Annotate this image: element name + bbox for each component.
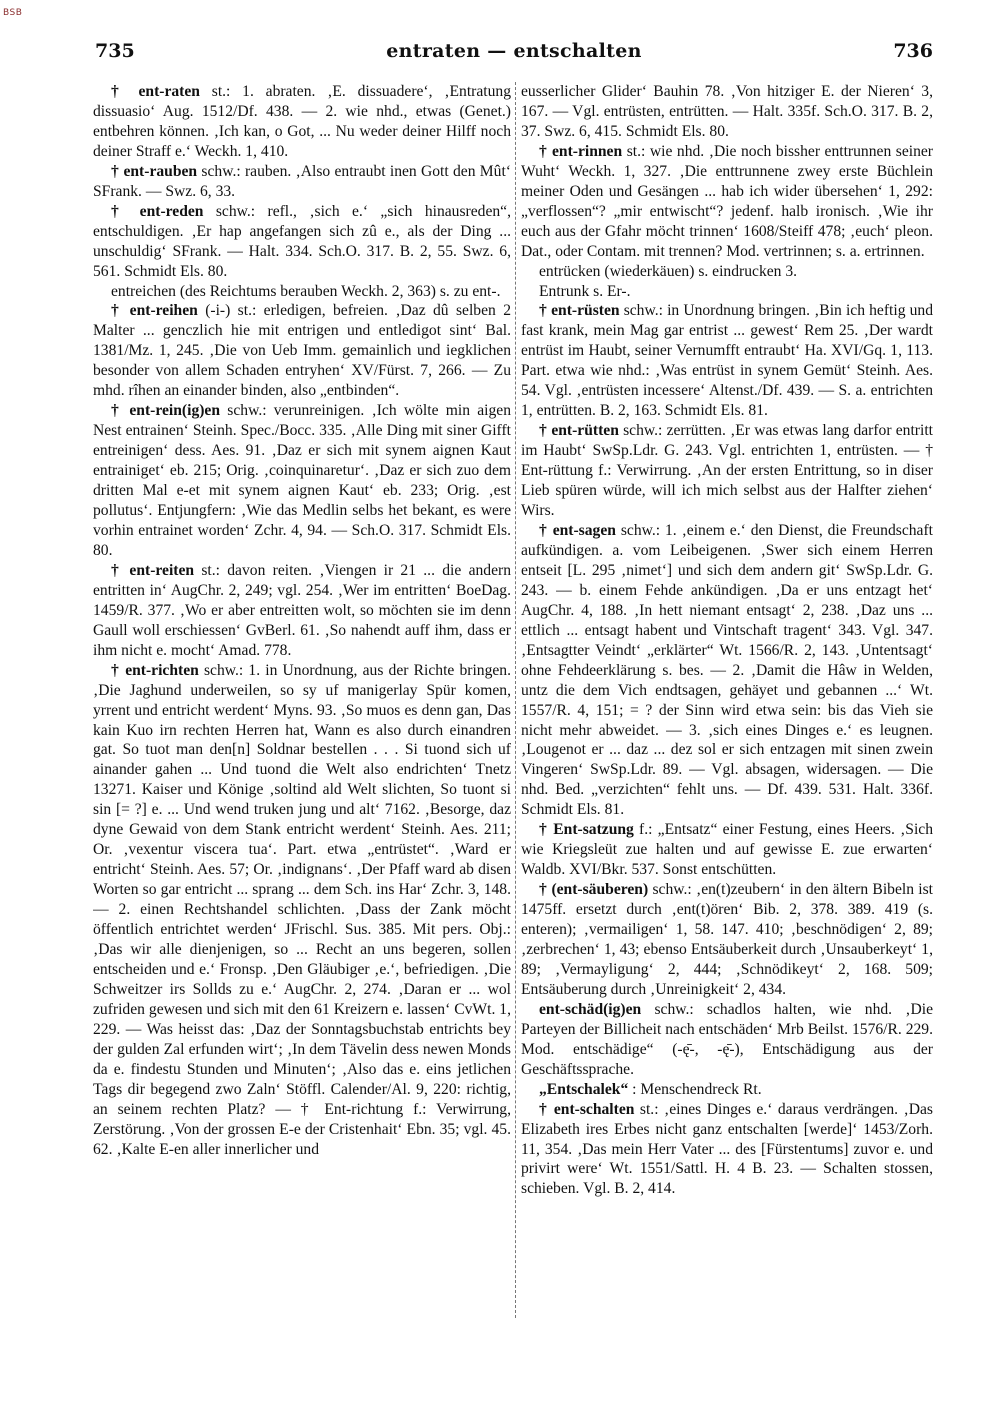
entry-text: entreichen (des Reichtums berauben Weckh. 2, 363) s. zu ent-. <box>111 282 501 300</box>
entry-text: Entrunk s. Er-. <box>539 282 631 300</box>
entry-headword: † ent-schalten <box>539 1100 635 1118</box>
entry-headword: † ent-rauben <box>111 162 198 180</box>
entry-text: st.: wie nhd. ‚Die noch bissher enttrunnen seiner Wuht‘ Weckh. 1, 327. ‚Die enttrunnene zwey erste Büchlein meiner Oden und Gesängen ... hab ich wider übersehen‘ 1, 292: „verflossen“? „mir entwischt“? jedenf. halb ironisch. ‚Wie ihr euch aus der Gfahr möcht trinnen‘ 1608/Steiff 478; ‚euch‘ pleon. Dat., oder Contam. mit trennen? Mod. vertrinnen; s. a. ertrinnen. <box>521 142 933 260</box>
column-divider <box>515 82 516 1318</box>
entry-text: schw.: ‚en(t)zeubern‘ in den ältern Bibeln ist 1475ff. ersetzt durch ‚ent(t)ören‘ Bib. 2, 378. 389. 419 (s. enteren); ‚vermailigen‘ 1, 58. 147. 410; ‚beschnödigen‘ 2, 89; ‚zerbrechen‘ 1, 43; ebenso Entsäuberkeit durch ‚Unsauberkeyt‘ 1, 89; ‚Vermayligung‘ 2, 444; ‚Schnödikeyt‘ 2, 168. 509; Entsäuberung durch ‚Unreinigkeit‘ 2, 434. <box>521 881 933 998</box>
page-header <box>95 40 933 64</box>
entry-headword: † ent-rüsten <box>539 302 620 320</box>
page-number-left: 735 <box>95 40 135 62</box>
dictionary-entry <box>521 521 933 820</box>
dictionary-entry <box>521 1100 933 1200</box>
entry-headword: † ent-rinnen <box>539 142 623 160</box>
left-column <box>93 82 511 1382</box>
entry-headword: „Entschalek“ <box>539 1080 629 1098</box>
right-column <box>521 82 933 1382</box>
entry-text: schw.: in Unordnung bringen. ‚Bin ich heftig und fast krank, mein Mag gar entrist ... gewest‘ Rem 25. ‚Der wardt entrüst im Haubt, seiner Vernumfft entraubt‘ Ha. XVI/Gq. 1, 113. Part. etwa wie nhd.: ‚Was entrüst in synem Gemüt‘ Steinh. Aes. 54. Vgl. ‚entrüsten incessere‘ Altenst./Df. 439. — S. a. entrichten 1, entrütten. B. 2, 163. Schmidt Els. 81. <box>521 302 933 420</box>
entry-headword: † (ent-säuberen) <box>539 881 649 899</box>
entry-text: schw.: 1. in Unordnung, aus der Richte bringen. ‚Die Jaghund underweilen, so sy uf manigerlay Spür komen, yrrent und entricht werdent‘ Myns. 93. ‚So muos es denn gan, Das kain Kuo irn rechten Herren hat, Wann es also durch einandren gat. So tuot man den[n] Soldnar bestellen . . . Si tuond sich uf ainander gahen ... Und tuond die Welt also endrichten‘ Tnetz 13271. Kaiser und Könige ‚soltind ald Welt slichten, So tuont si sin [= ?] e. ... Und wend truken jung und alt‘ 7162. ‚Besorge, daz dyne Gewaid von dem Stank entricht werdent‘ Steinh. Aes. 211; Or. ‚vexentur viscera tua‘. Part. etwa „entrüstet“. ‚Ward er entricht‘ Steinh. Aes. 57; Or. ‚indignans‘. ‚Der Pfaff ward ab disen Worten so gar entricht ... sprang ... dem Sch. ins Har‘ Zchr. 3, 148. — 2. einen Rechtshandel schlichten. ‚Dass der Zank möcht öffentlich entrichtet werden‘ JFrischl. Sus. 385. Mit pers. Obj.: ‚Das wir alle dienjenigen, so ... Recht an uns begeren, sollen entscheiden und e.‘ Fronsp. ‚Den Gläubiger ‚e.‘, befriedigen. ‚Die Schweitzer irs Sollds zu e.‘ AugChr. 2, 274. ‚Daran er ... wol zufriden gewesen und sich mit den 61 Kreizern e. lassen‘ CvWt. 1, 229. — Was heisst das: ‚Daz der Sonntagsbuchstab entrichts bey der gulden Zal erfunden wirt‘; ‚In dem Tävelin dess newen Monds da e. findestu Stunden und Minuten‘; ‚Also das e. eins jetlichen Tags dir begegend zwo Zaln‘ Stöffl. Calender/Al. 9, 220: richtig, an seinem rechten Platz? — † Ent-richtung f.: Verwirrung, Zerstörung. ‚Von der grossen E-e der Cristenhait‘ Ebn. 35; vgl. 45. 62. ‚Kalte E-en aller innerlicher und <box>93 661 511 1158</box>
entry-text: schw.: refl., ‚sich e.‘ „sich hinausreden“, entschuldigen. ‚Er hap angefangen sich zû e., als der Ding ... unschuldig‘ SFrank. — Halt. 334. Sch.O. 317. B. 2, 55. Swz. 6, 561. Schmidt Els. 80. <box>93 202 511 280</box>
library-stamp: BSB <box>3 8 23 18</box>
entry-headword: ent-schäd(ig)en <box>539 1000 642 1018</box>
entry-text: eusserlicher Glider‘ Bauhin 78. ‚Von hitziger E. der Nieren‘ 3, 167. — Vgl. entrüsten, entrütten. — Halt. 335f. Sch.O. 317. B. 2, 37. Swz. 6, 415. Schmidt Els. 80. <box>521 83 933 140</box>
entry-headword: † ent-richten <box>111 661 199 679</box>
dictionary-entry <box>521 82 933 142</box>
entry-headword: † ent-rein(ig)en <box>111 402 221 420</box>
entry-text: schw.: rauben. ‚Also entraubt inen Gott den Mût‘ SFrank. — Swz. 6, 33. <box>93 162 511 200</box>
entry-text: schw.: schadlos halten, wie nhd. ‚Die Parteyen der Billicheit nach entschäden‘ Mrb Beilst. 1576/R. 229. Mod. entschädige“ (-ę̄-, -ę̄-), Entschädigung aus der Geschäftssprache. <box>521 1000 933 1078</box>
entry-headword: † ent-reden <box>111 202 204 220</box>
running-title: entraten — entschalten <box>386 40 642 62</box>
entry-headword: † ent-reiten <box>111 561 195 579</box>
dictionary-entry <box>521 142 933 262</box>
entry-text: f.: „Entsatz“ einer Festung, eines Heers. ‚Sich wie Kriegsleüt zue halten und auf gewisse E. zue erwarten‘ Waldb. XVI/Bkr. 537. Sonst entschütten. <box>521 821 933 879</box>
dictionary-entry <box>93 301 511 401</box>
page-number-right: 736 <box>893 40 933 62</box>
dictionary-entry <box>93 561 511 661</box>
entry-headword: † Ent-satzung <box>539 821 634 839</box>
entry-text: schw.: zerrütten. ‚Er was etwas lang darfor entritt im Haubt‘ SwSp.Ldr. G. 243. Vgl. entrichten 1, entrüsten. — † Ent-rüttung f.: Verwirrung. ‚An der ersten Entrittung, so in diser Lieb spüren würde, will ich mich selbst aus der Halfter ziehen‘ Wirs. <box>521 422 933 520</box>
entry-text: st.: davon reiten. ‚Viengen ir 21 ... die andern entritten in‘ AugChr. 2, 249; vgl. 254. ‚Wer im entritten‘ BoeDag. 1459/R. 377. ‚Wo er aber entreitten wolt, so möchten sie im denn Gaull woll erschiessen‘ GvBerl. 61. ‚So nahendt auff ihm, dass er ihm nicht e. mocht‘ Amad. 778. <box>93 561 511 659</box>
entry-text: entrücken (wiederkäuen) s. eindrucken 3. <box>539 262 798 280</box>
entry-headword: † ent-raten <box>111 83 200 100</box>
dictionary-entry <box>93 661 511 1160</box>
dictionary-entry <box>521 301 933 421</box>
entry-headword: † ent-sagen <box>539 521 616 539</box>
dictionary-entry <box>93 401 511 561</box>
entry-headword: † ent-rütten <box>539 422 619 440</box>
dictionary-entry <box>521 880 933 1000</box>
entry-text: schw.: 1. ‚einem e.‘ den Dienst, die Freundschaft aufkündigen. a. vom Leibeigenen. ‚Swer sich einem Herren entseit [L. 295 ‚nimet‘] und sich dem andern git‘ SwSp.Ldr. G. 243. — b. einem Fehde ankündigen. ‚Da er uns entzagt het‘ AugChr. 4, 188. ‚In hett niemant entsagt‘ 2, 238. ‚Daz uns ... ettlich ... entsagt habent und Vintschaft tragent‘ 343. Vgl. 347. ‚Entsagtter Veindt‘ „erklärter“ Wt. 1566/R. 2, 143. ‚Untentsagt‘ ohne Fehdeerklärung s. bes. — 2. ‚Damit die Hâw in Welden, untz die dem Vich endtsagen, gehäyet und gebannen ...‘ Wt. 1557/R. 4, 151; = ? der Sinn wird etwa sein: bis das Vieh sie nicht mehr abweidet. — 3. ‚sich eines Dinges e.‘ es leugnen. ‚Lougenot er ... daz ... dez sol er sich entzagen mit sinen zwein Vingeren‘ SwSp.Ldr. 89. — Vgl. absagen, widersagen. — Die nhd. Bed. „verzichten“ fehlt uns. — Df. 439. 531. Halt. 336f. Schmidt Els. 81. <box>521 521 933 819</box>
entry-headword: † ent-reihen <box>111 302 198 320</box>
entry-text: st.: 1. abraten. ‚E. dissuadere‘, ‚Entratung dissuasio‘ Aug. 1512/Df. 438. — 2. wie nhd., etwas (Genet.) entbehren können. ‚Ich kan, o Got, ... Nu weder deiner Hilff noch deiner Straff e.‘ Weckh. 1, 410. <box>93 83 511 160</box>
entry-text: st.: ‚eines Dinges e.‘ daraus verdrängen. ‚Das Elizabeth ires Erbes nicht ganz entschalten [werde]‘ 1453/Zorh. 11, 354. ‚Das mein Herr Vater ... des [Fürstentums] zuvor e. und privirt were‘ Wt. 1551/Sattl. H. 4 B. 23. — Schalten stossen, schieben. Vgl. B. 2, 414. <box>521 1100 933 1198</box>
dictionary-entry <box>521 421 933 521</box>
dictionary-entry <box>93 202 511 282</box>
entry-text: schw.: verunreinigen. ‚Ich wölte min aigen Nest entrainen‘ Steinh. Spec./Bocc. 335. ‚Alle Ding mit siner Gifft entreinigen‘ dess. Aes. 91. ‚Daz er sich mit synem aignen Kaut entrainiget‘ eb. 215; Orig. ‚coinquinaretur‘. ‚Daz er sich zuo dem dritten Mal e-et mit synem aignen Kaut‘ eb. 233; Orig. ‚est pollutus‘. Entjungfern: ‚Wie das Medlin selbs het bekant, es were vorhin entrainet worden‘ Zchr. 4, 94. — Sch.O. 317. Schmidt Els. 80. <box>93 402 511 559</box>
dictionary-entry <box>521 820 933 880</box>
dictionary-entry <box>521 1080 933 1100</box>
entry-text: : Menschendreck Rt. <box>632 1080 762 1098</box>
dictionary-entry <box>93 162 511 202</box>
entry-text: (-i-) st.: erledigen, befreien. ‚Daz dû selben 2 Malter ... genczlich hie mit entrigen und entledigot sint‘ Bal. 1381/Mz. 1, 245. ‚Die von Ueb Imm. gemainlich und iegklichen besonder von allem Schaden entryhen‘ XV/Fürst. 7, 266. — Zu mhd. rîhen an einander binden, also „entbinden“. <box>93 302 511 400</box>
dictionary-entry <box>93 282 511 302</box>
dictionary-entry <box>521 262 933 282</box>
dictionary-entry <box>521 282 933 302</box>
dictionary-entry <box>93 82 511 162</box>
dictionary-entry <box>521 1000 933 1080</box>
